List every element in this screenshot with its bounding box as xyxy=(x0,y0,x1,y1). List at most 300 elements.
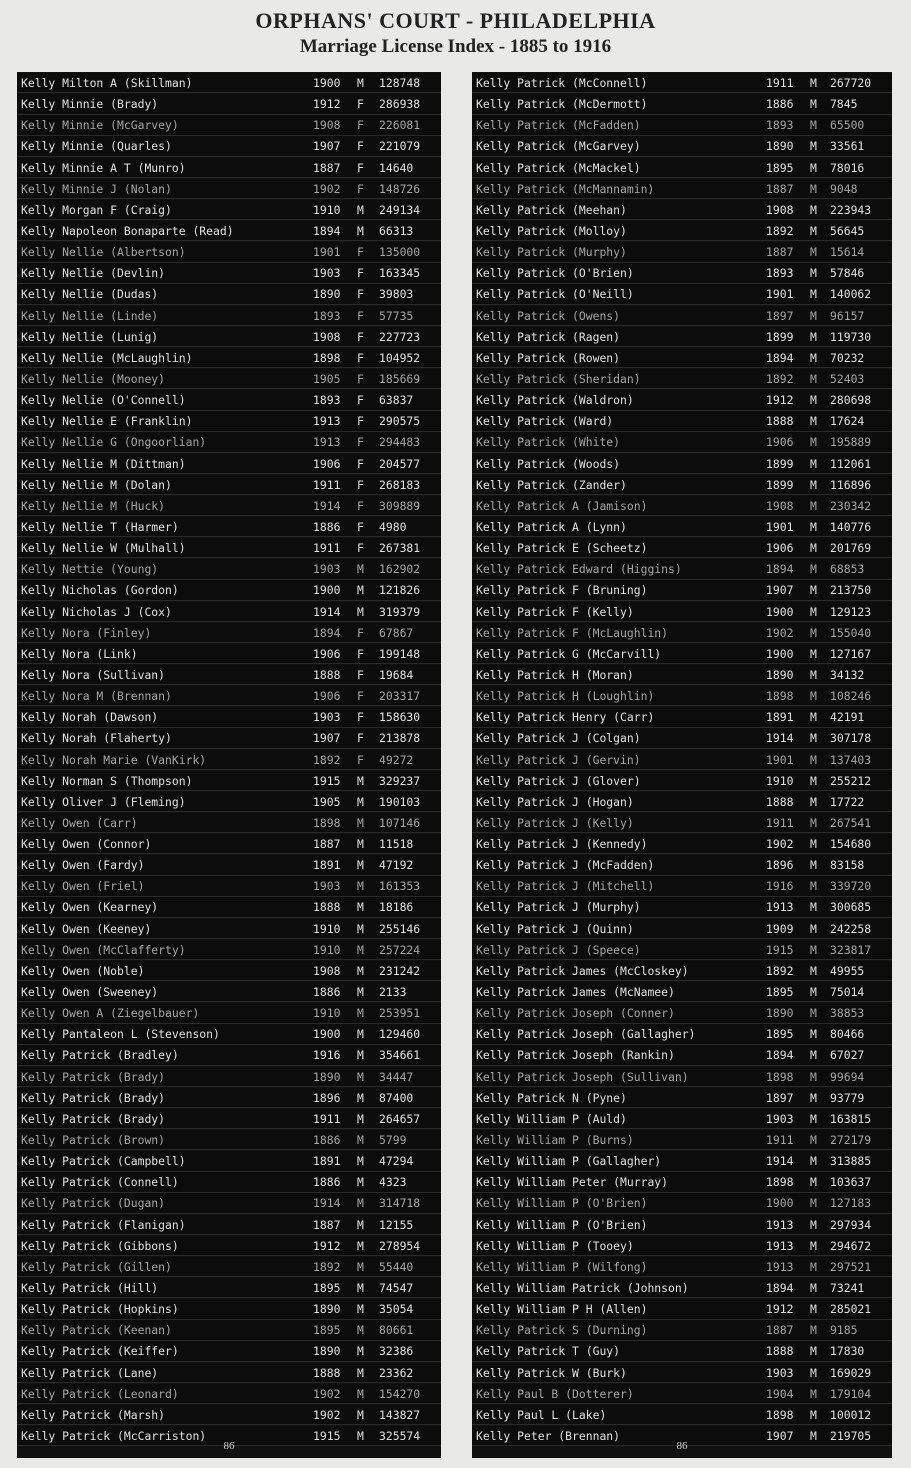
index-entry-row xyxy=(472,1384,892,1404)
entry-license-number: 121826 xyxy=(379,583,421,598)
entry-year: 1902 xyxy=(313,181,341,196)
index-entry-row xyxy=(472,136,892,156)
entry-license-number: 285021 xyxy=(830,1302,872,1317)
entry-sex: F xyxy=(357,118,364,133)
entry-name: Kelly Patrick J (Quinn) xyxy=(476,921,634,936)
page-subtitle: Marriage License Index - 1885 to 1916 xyxy=(299,36,612,57)
index-entry-row xyxy=(17,559,441,579)
entry-year: 1893 xyxy=(313,393,341,408)
entry-license-number: 137403 xyxy=(830,752,872,767)
entry-sex: M xyxy=(357,1069,364,1084)
entry-name: Kelly Nellie (Lunig) xyxy=(21,329,159,344)
entry-license-number: 104952 xyxy=(379,350,421,365)
entry-year: 1915 xyxy=(766,942,794,957)
entry-license-number: 161353 xyxy=(379,879,421,894)
entry-license-number: 70232 xyxy=(830,350,865,365)
index-entry-row xyxy=(17,982,441,1002)
entry-license-number: 127183 xyxy=(830,1196,872,1211)
entry-license-number: 257224 xyxy=(379,942,421,957)
entry-name: Kelly William P H (Allen) xyxy=(476,1302,648,1317)
entry-sex: M xyxy=(357,1407,364,1422)
index-entry-row xyxy=(17,1193,441,1213)
entry-license-number: 227723 xyxy=(379,329,421,344)
entry-name: Kelly Patrick F (McLaughlin) xyxy=(476,625,669,640)
entry-license-number: 7845 xyxy=(830,97,858,112)
entry-license-number: 23362 xyxy=(379,1365,414,1380)
entry-sex: M xyxy=(357,858,364,873)
index-entry-row xyxy=(472,158,892,178)
index-entry-row xyxy=(17,475,441,495)
entry-sex: M xyxy=(810,1154,817,1169)
entry-license-number: 12155 xyxy=(379,1217,414,1232)
entry-name: Kelly Owen (Kearney) xyxy=(21,900,159,915)
entry-license-number: 195889 xyxy=(830,435,872,450)
index-entry-row xyxy=(472,94,892,114)
entry-sex: M xyxy=(810,1069,817,1084)
entry-sex: M xyxy=(810,1344,817,1359)
entry-name: Kelly Patrick (Hopkins) xyxy=(21,1302,179,1317)
index-entry-row xyxy=(472,1067,892,1087)
index-entry-row xyxy=(17,728,441,748)
index-entry-row xyxy=(17,580,441,600)
entry-name: Kelly Patrick (Gibbons) xyxy=(21,1238,179,1253)
entry-year: 1906 xyxy=(766,541,794,556)
entry-sex: F xyxy=(357,308,364,323)
entry-year: 1912 xyxy=(313,1238,341,1253)
entry-year: 1915 xyxy=(313,773,341,788)
entry-year: 1910 xyxy=(766,773,794,788)
entry-sex: M xyxy=(810,731,817,746)
right-page-number: 86 xyxy=(676,1440,688,1452)
entry-year: 1898 xyxy=(313,815,341,830)
entry-name: Kelly Patrick (Lane) xyxy=(21,1365,159,1380)
index-entry-row xyxy=(17,221,441,241)
entry-license-number: 213750 xyxy=(830,583,872,598)
entry-license-number: 127167 xyxy=(830,646,872,661)
right-entry-list xyxy=(472,73,892,1447)
entry-name: Kelly Nellie M (Dittman) xyxy=(21,456,186,471)
entry-year: 1903 xyxy=(766,1111,794,1126)
left-index-column xyxy=(17,72,441,1458)
entry-name: Kelly Paul L (Lake) xyxy=(476,1407,607,1422)
entry-name: Kelly Nellie M (Dolan) xyxy=(21,477,172,492)
entry-sex: M xyxy=(357,1133,364,1148)
entry-license-number: 5799 xyxy=(379,1133,407,1148)
index-entry-row xyxy=(472,897,892,917)
entry-license-number: 201769 xyxy=(830,541,872,556)
index-entry-row xyxy=(472,73,892,93)
entry-year: 1894 xyxy=(313,223,341,238)
entry-sex: F xyxy=(357,371,364,386)
index-entry-row xyxy=(472,1003,892,1023)
entry-year: 1898 xyxy=(766,1175,794,1190)
index-entry-row xyxy=(17,538,441,558)
entry-sex: M xyxy=(810,371,817,386)
entry-sex: F xyxy=(357,456,364,471)
entry-license-number: 9048 xyxy=(830,181,858,196)
entry-sex: M xyxy=(357,815,364,830)
index-entry-row xyxy=(17,1045,441,1065)
index-entry-row xyxy=(472,1236,892,1256)
entry-name: Kelly William P (Burns) xyxy=(476,1133,634,1148)
entry-name: Kelly Patrick (Gillen) xyxy=(21,1259,172,1274)
index-entry-row xyxy=(472,517,892,537)
entry-name: Kelly Minnie (Quarles) xyxy=(21,139,172,154)
entry-name: Kelly Patrick (Brady) xyxy=(21,1069,166,1084)
entry-year: 1900 xyxy=(313,76,341,90)
index-entry-row xyxy=(472,115,892,135)
entry-license-number: 286938 xyxy=(379,97,421,112)
entry-sex: M xyxy=(357,1238,364,1253)
entry-year: 1907 xyxy=(313,139,341,154)
entry-year: 1890 xyxy=(766,139,794,154)
entry-sex: M xyxy=(810,1196,817,1211)
entry-license-number: 32386 xyxy=(379,1344,414,1359)
entry-year: 1899 xyxy=(766,329,794,344)
entry-year: 1913 xyxy=(313,414,341,429)
entry-year: 1906 xyxy=(313,689,341,704)
entry-name: Kelly Patrick (Ward) xyxy=(476,414,614,429)
entry-sex: M xyxy=(810,1238,817,1253)
entry-license-number: 140062 xyxy=(830,287,872,302)
entry-name: Kelly Patrick J (Kennedy) xyxy=(476,837,648,852)
entry-license-number: 267381 xyxy=(379,541,421,556)
entry-license-number: 38853 xyxy=(830,1006,865,1021)
index-entry-row xyxy=(17,686,441,706)
entry-sex: M xyxy=(810,1175,817,1190)
entry-license-number: 231242 xyxy=(379,963,421,978)
entry-license-number: 154680 xyxy=(830,837,872,852)
entry-name: Kelly Nellie M (Huck) xyxy=(21,498,166,513)
entry-sex: M xyxy=(810,879,817,894)
index-entry-row xyxy=(472,686,892,706)
entry-year: 1893 xyxy=(313,308,341,323)
entry-year: 1892 xyxy=(313,752,341,767)
entry-year: 1886 xyxy=(766,97,794,112)
index-entry-row xyxy=(472,496,892,516)
entry-name: Kelly Nellie (Linde) xyxy=(21,308,159,323)
index-entry-row xyxy=(17,1299,441,1319)
entry-year: 1913 xyxy=(766,900,794,915)
entry-license-number: 107146 xyxy=(379,815,421,830)
index-entry-row xyxy=(17,517,441,537)
entry-sex: M xyxy=(357,921,364,936)
entry-name: Kelly Nora (Finley) xyxy=(21,625,152,640)
entry-sex: M xyxy=(810,97,817,112)
entry-sex: M xyxy=(810,541,817,556)
entry-year: 1891 xyxy=(766,710,794,725)
entry-sex: M xyxy=(810,456,817,471)
entry-year: 1890 xyxy=(766,1006,794,1021)
index-entry-row xyxy=(17,1215,441,1235)
entry-sex: M xyxy=(357,1429,364,1443)
entry-year: 1906 xyxy=(313,646,341,661)
entry-license-number: 213878 xyxy=(379,731,421,746)
entry-license-number: 294672 xyxy=(830,1238,872,1253)
entry-sex: M xyxy=(810,963,817,978)
entry-license-number: 49272 xyxy=(379,752,414,767)
entry-sex: M xyxy=(810,794,817,809)
index-entry-row xyxy=(17,1384,441,1404)
entry-name: Kelly Patrick H (Loughlin) xyxy=(476,689,655,704)
index-entry-row xyxy=(17,158,441,178)
entry-license-number: 179104 xyxy=(830,1386,872,1401)
entry-name: Kelly Owen A (Ziegelbauer) xyxy=(21,1006,200,1021)
entry-name: Kelly Nellie (Dudas) xyxy=(21,287,159,302)
entry-sex: M xyxy=(357,1175,364,1190)
entry-name: Kelly Patrick (Woods) xyxy=(476,456,621,471)
entry-name: Kelly Patrick A (Jamison) xyxy=(476,498,648,513)
entry-name: Kelly Nellie W (Mulhall) xyxy=(21,541,186,556)
index-entry-row xyxy=(472,538,892,558)
entry-sex: M xyxy=(357,1090,364,1105)
entry-sex: M xyxy=(810,519,817,534)
entry-name: Kelly Patrick (Flanigan) xyxy=(21,1217,186,1232)
index-entry-row xyxy=(472,1341,892,1361)
entry-license-number: 313885 xyxy=(830,1154,872,1169)
entry-year: 1888 xyxy=(313,900,341,915)
entry-year: 1898 xyxy=(766,689,794,704)
entry-license-number: 221079 xyxy=(379,139,421,154)
index-entry-row xyxy=(472,1215,892,1235)
entry-license-number: 297934 xyxy=(830,1217,872,1232)
index-entry-row xyxy=(17,496,441,516)
entry-sex: M xyxy=(810,76,817,90)
entry-sex: F xyxy=(357,646,364,661)
entry-year: 1916 xyxy=(313,1048,341,1063)
entry-name: Kelly Nora (Link) xyxy=(21,646,138,661)
entry-license-number: 272179 xyxy=(830,1133,872,1148)
entry-license-number: 67867 xyxy=(379,625,414,640)
entry-license-number: 185669 xyxy=(379,371,421,386)
index-entry-row xyxy=(17,623,441,643)
entry-license-number: 56645 xyxy=(830,223,865,238)
entry-sex: M xyxy=(810,498,817,513)
entry-year: 1905 xyxy=(313,371,341,386)
index-entry-row xyxy=(472,559,892,579)
index-entry-row xyxy=(472,1363,892,1383)
entry-name: Kelly William P (Auld) xyxy=(476,1111,627,1126)
entry-license-number: 119730 xyxy=(830,329,872,344)
entry-name: Kelly Nellie (O'Connell) xyxy=(21,393,186,408)
entry-sex: M xyxy=(810,350,817,365)
entry-year: 1903 xyxy=(313,266,341,281)
index-entry-row xyxy=(472,940,892,960)
index-entry-row xyxy=(17,306,441,326)
entry-sex: M xyxy=(357,1217,364,1232)
entry-year: 1886 xyxy=(313,1133,341,1148)
index-entry-row xyxy=(17,813,441,833)
index-entry-row xyxy=(472,750,892,770)
entry-license-number: 80466 xyxy=(830,1027,865,1042)
entry-year: 1903 xyxy=(313,710,341,725)
entry-license-number: 103637 xyxy=(830,1175,872,1190)
entry-year: 1900 xyxy=(313,583,341,598)
entry-name: Kelly Nellie E (Franklin) xyxy=(21,414,193,429)
index-entry-row xyxy=(472,179,892,199)
index-entry-row xyxy=(472,221,892,241)
index-entry-row xyxy=(17,750,441,770)
entry-name: Kelly Patrick J (Mitchell) xyxy=(476,879,655,894)
index-entry-row xyxy=(472,1278,892,1298)
index-entry-row xyxy=(17,115,441,135)
entry-sex: M xyxy=(810,773,817,788)
entry-year: 1911 xyxy=(313,541,341,556)
entry-name: Kelly Minnie (McGarvey) xyxy=(21,118,179,133)
entry-license-number: 163345 xyxy=(379,266,421,281)
index-entry-row xyxy=(472,834,892,854)
entry-sex: M xyxy=(810,477,817,492)
entry-name: Kelly Patrick Joseph (Sullivan) xyxy=(476,1069,689,1084)
entry-year: 1910 xyxy=(313,942,341,957)
entry-license-number: 249134 xyxy=(379,202,421,217)
entry-license-number: 49955 xyxy=(830,963,865,978)
index-entry-row xyxy=(17,1088,441,1108)
page-header xyxy=(0,0,911,70)
entry-name: Kelly Nicholas J (Cox) xyxy=(21,604,172,619)
entry-sex: F xyxy=(357,710,364,725)
entry-license-number: 17830 xyxy=(830,1344,865,1359)
index-entry-row xyxy=(472,580,892,600)
index-entry-row xyxy=(472,348,892,368)
entry-sex: M xyxy=(357,1027,364,1042)
entry-year: 1901 xyxy=(766,519,794,534)
entry-license-number: 34447 xyxy=(379,1069,414,1084)
index-entry-row xyxy=(472,1257,892,1277)
entry-sex: M xyxy=(810,245,817,260)
entry-name: Kelly Nora (Sullivan) xyxy=(21,667,166,682)
entry-sex: M xyxy=(810,837,817,852)
entry-name: Kelly Patrick Joseph (Rankin) xyxy=(476,1048,675,1063)
entry-name: Kelly Patrick (Marsh) xyxy=(21,1407,166,1422)
index-entry-row xyxy=(17,897,441,917)
entry-license-number: 18186 xyxy=(379,900,414,915)
entry-license-number: 307178 xyxy=(830,731,872,746)
entry-license-number: 68853 xyxy=(830,562,865,577)
index-entry-row xyxy=(17,1257,441,1277)
entry-name: Kelly Nellie (Mooney) xyxy=(21,371,166,386)
index-entry-row xyxy=(17,94,441,114)
index-entry-row xyxy=(472,1130,892,1150)
entry-name: Kelly Patrick (McMannamin) xyxy=(476,181,655,196)
entry-sex: M xyxy=(810,985,817,1000)
entry-sex: M xyxy=(810,689,817,704)
index-entry-row xyxy=(17,454,441,474)
entry-license-number: 158630 xyxy=(379,710,421,725)
index-entry-row xyxy=(472,876,892,896)
index-entry-row xyxy=(472,961,892,981)
entry-year: 1903 xyxy=(313,879,341,894)
index-entry-row xyxy=(17,855,441,875)
index-entry-row xyxy=(17,792,441,812)
entry-sex: M xyxy=(357,1281,364,1296)
entry-sex: M xyxy=(357,1344,364,1359)
entry-name: Kelly William P (O'Brien) xyxy=(476,1196,648,1211)
index-entry-row xyxy=(472,1151,892,1171)
entry-year: 1896 xyxy=(313,1090,341,1105)
entry-license-number: 280698 xyxy=(830,393,872,408)
entry-name: Kelly Patrick (Sheridan) xyxy=(476,371,641,386)
entry-license-number: 112061 xyxy=(830,456,872,471)
entry-year: 1887 xyxy=(766,181,794,196)
entry-license-number: 42191 xyxy=(830,710,865,725)
index-entry-row xyxy=(472,1405,892,1425)
entry-sex: M xyxy=(810,815,817,830)
index-entry-row xyxy=(472,327,892,347)
index-entry-row xyxy=(17,919,441,939)
entry-name: Kelly Patrick J (Colgan) xyxy=(476,731,641,746)
entry-year: 1886 xyxy=(313,519,341,534)
entry-name: Kelly Nettie (Young) xyxy=(21,562,159,577)
entry-sex: F xyxy=(357,414,364,429)
index-entry-row xyxy=(472,1320,892,1340)
index-entry-row xyxy=(472,411,892,431)
index-entry-row xyxy=(472,390,892,410)
entry-sex: M xyxy=(810,1111,817,1126)
entry-year: 1911 xyxy=(313,1111,341,1126)
entry-name: Kelly Patrick E (Scheetz) xyxy=(476,541,648,556)
entry-license-number: 255146 xyxy=(379,921,421,936)
entry-year: 1913 xyxy=(766,1259,794,1274)
entry-sex: M xyxy=(357,1111,364,1126)
entry-sex: M xyxy=(357,942,364,957)
entry-year: 1906 xyxy=(313,456,341,471)
entry-license-number: 264657 xyxy=(379,1111,421,1126)
entry-year: 1905 xyxy=(313,794,341,809)
entry-year: 1900 xyxy=(766,1196,794,1211)
entry-sex: F xyxy=(357,541,364,556)
entry-sex: M xyxy=(357,1006,364,1021)
entry-name: Kelly Patrick J (Gervin) xyxy=(476,752,641,767)
entry-year: 1895 xyxy=(313,1281,341,1296)
index-entry-row xyxy=(17,1278,441,1298)
entry-name: Kelly Patrick (McFadden) xyxy=(476,118,641,133)
entry-year: 1907 xyxy=(313,731,341,746)
index-entry-row xyxy=(472,728,892,748)
entry-sex: F xyxy=(357,477,364,492)
entry-year: 1902 xyxy=(766,625,794,640)
entry-year: 1899 xyxy=(766,456,794,471)
entry-sex: F xyxy=(357,625,364,640)
entry-sex: M xyxy=(357,794,364,809)
index-entry-row xyxy=(472,813,892,833)
entry-name: Kelly Patrick J (Kelly) xyxy=(476,815,634,830)
entry-sex: M xyxy=(810,1133,817,1148)
entry-year: 1914 xyxy=(766,731,794,746)
entry-year: 1903 xyxy=(766,1365,794,1380)
index-entry-row xyxy=(472,707,892,727)
entry-year: 1900 xyxy=(766,604,794,619)
entry-year: 1911 xyxy=(766,1133,794,1148)
entry-name: Kelly Peter (Brennan) xyxy=(476,1429,621,1443)
entry-name: Kelly Patrick (Leonard) xyxy=(21,1386,179,1401)
entry-name: Kelly Patrick (White) xyxy=(476,435,621,450)
entry-sex: M xyxy=(810,202,817,217)
entry-license-number: 267720 xyxy=(830,76,872,90)
index-entry-row xyxy=(472,432,892,452)
entry-year: 1908 xyxy=(766,498,794,513)
entry-sex: F xyxy=(357,287,364,302)
entry-license-number: 319379 xyxy=(379,604,421,619)
entry-name: Kelly Minnie (Brady) xyxy=(21,97,159,112)
entry-name: Kelly Nellie (Devlin) xyxy=(21,266,166,281)
entry-license-number: 329237 xyxy=(379,773,421,788)
entry-year: 1887 xyxy=(313,1217,341,1232)
entry-name: Kelly Patrick (McMackel) xyxy=(476,160,641,175)
entry-name: Kelly William P (Tooey) xyxy=(476,1238,634,1253)
entry-name: Kelly William P (Gallagher) xyxy=(476,1154,662,1169)
entry-sex: F xyxy=(357,160,364,175)
